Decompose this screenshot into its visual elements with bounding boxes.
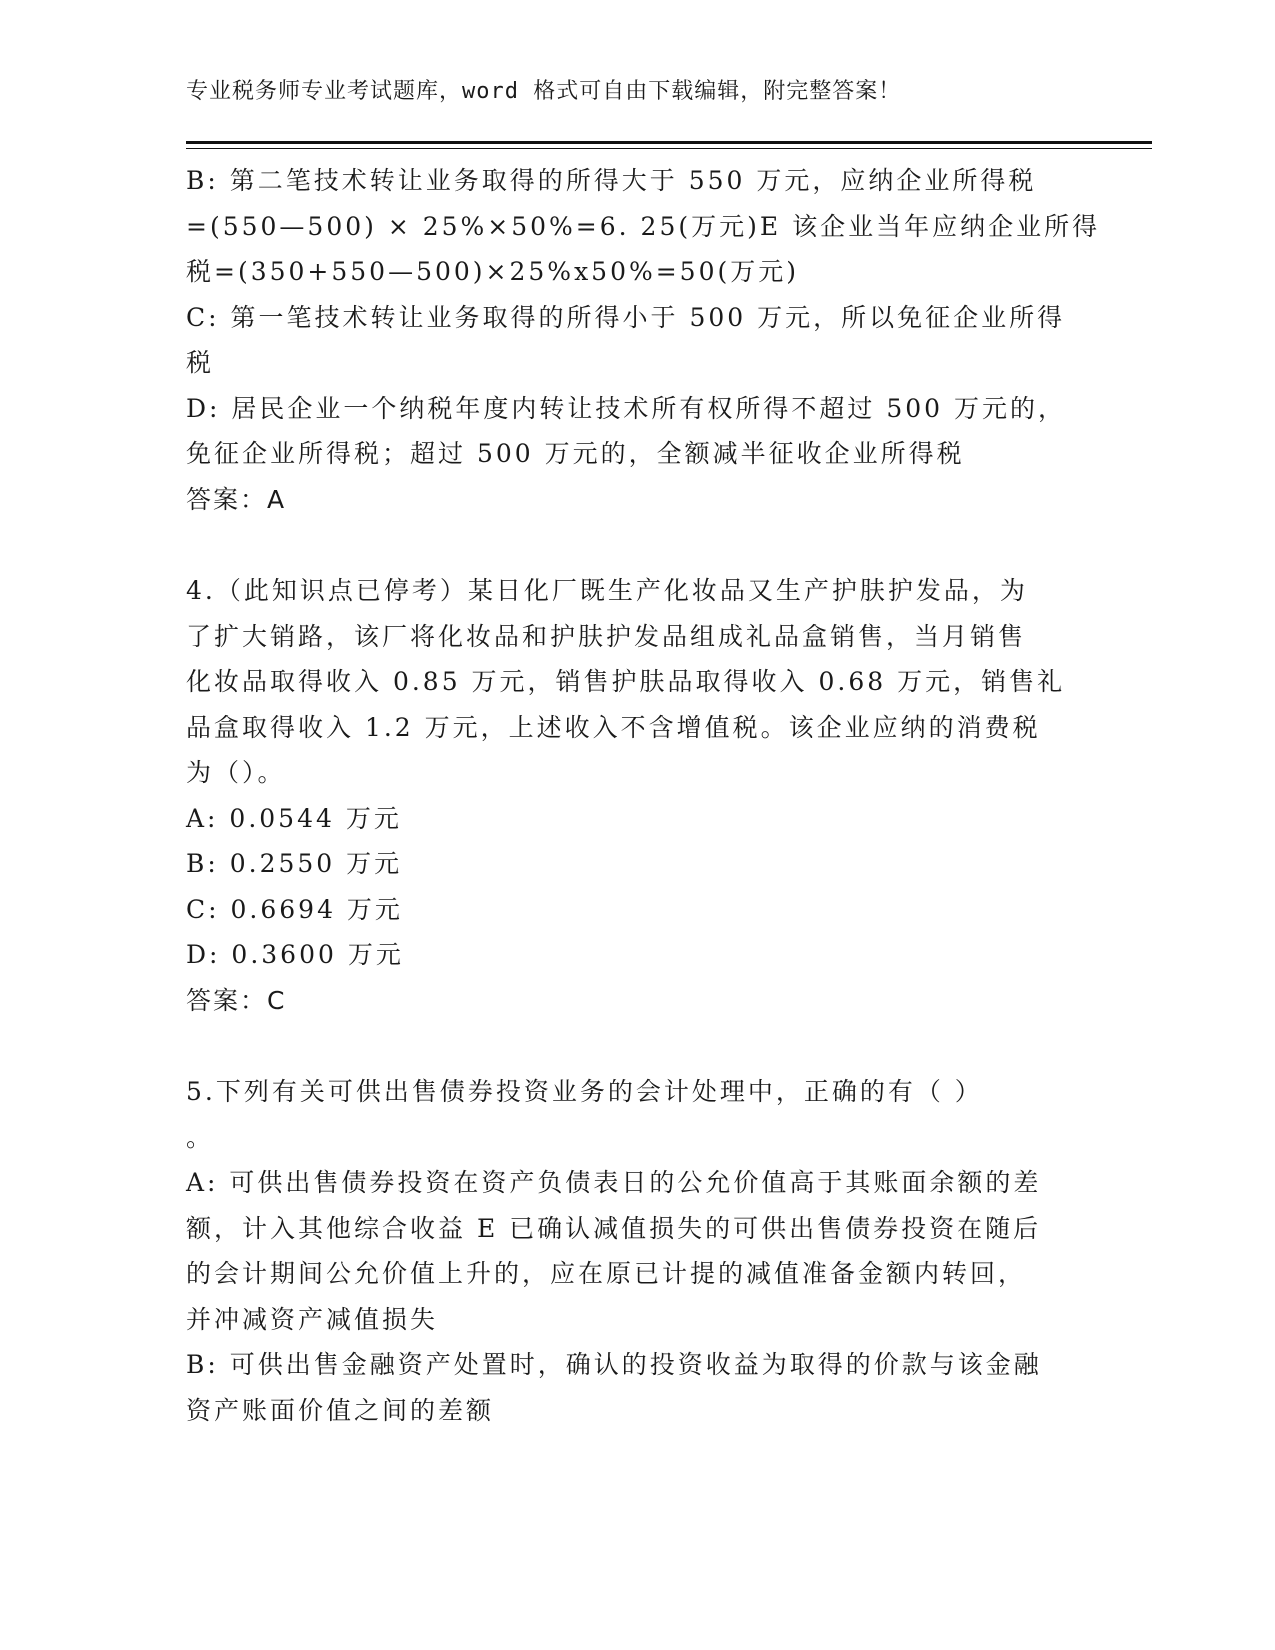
- q4-answer: 答案：C: [186, 985, 287, 1015]
- q3-option-d-line-1: D: 居民企业一个纳税年度内转让技术所有权所得不超过 500 万元的，: [186, 393, 1067, 423]
- q3-option-b-line-2: =(550—500) × 25%×50%=6. 25(万元)E 该企业当年应纳企业所得: [186, 211, 1101, 241]
- q4-option-b: B: 0.2550 万元: [186, 849, 403, 878]
- q3-answer: 答案：A: [186, 484, 287, 514]
- q4-option-a: A: 0.0544 万元: [186, 803, 402, 833]
- q3-option-c-line-2: 税: [186, 348, 215, 377]
- q5-option-a-line: 并冲减资产减值损失: [186, 1304, 439, 1334]
- q5-option-a-line: 的会计期间公允价值上升的，应在原已计提的减值准备金额内转回，: [186, 1259, 1027, 1288]
- q4-stem-line: 了扩大销路，该厂将化妆品和护肤护发品组成礼品盒销售，当月销售: [186, 621, 1027, 651]
- spacer: [186, 1023, 1086, 1069]
- q5-option-b-line: 资产账面价值之间的差额: [186, 1395, 495, 1425]
- q3-option-b-line-1: B: 第二笔技术转让业务取得的所得大于 550 万元，应纳企业所得税: [186, 166, 1037, 195]
- question-4: [186, 568, 1086, 1023]
- q4-option-d: D: 0.3600 万元: [186, 940, 404, 969]
- page-header: 专业税务师专业考试题库，word 格式可自由下载编辑，附完整答案！: [186, 79, 902, 104]
- header-rule-thin: [186, 148, 1152, 149]
- q4-stem-line: 4.（此知识点已停考）某日化厂既生产化妆品又生产护肤护发品，为: [186, 576, 1028, 605]
- q5-stem-line: 5.下列有关可供出售债券投资业务的会计处理中，正确的有（ ）: [186, 1077, 983, 1106]
- q4-stem-line: 为（）。: [186, 758, 286, 787]
- question-5: [186, 1069, 1086, 1433]
- q5-stem-line: 。: [186, 1122, 215, 1152]
- q5-option-a-line: 额，计入其他综合收益 E 已确认减值损失的可供出售债券投资在随后: [186, 1213, 1042, 1243]
- q4-stem-line: 化妆品取得收入 0.85 万元，销售护肤品取得收入 0.68 万元，销售礼: [186, 667, 1066, 696]
- q4-stem-line: 品盒取得收入 1.2 万元，上述收入不含增值税。该企业应纳的消费税: [186, 712, 1041, 742]
- q5-option-a-line: A: 可供出售债券投资在资产负债表日的公允价值高于其账面余额的差: [186, 1168, 1042, 1197]
- q5-option-b-line: B: 可供出售金融资产处置时，确认的投资收益为取得的价款与该金融: [186, 1350, 1042, 1379]
- document-body: [186, 158, 1101, 1433]
- q3-option-d-line-2: 免征企业所得税；超过 500 万元的，全额减半征收企业所得税: [186, 439, 965, 468]
- q3-option-b-line-3: 税=(350+550—500)×25%x50%=50(万元): [186, 257, 799, 286]
- q3-option-c-line-1: C: 第一笔技术转让业务取得的所得小于 500 万元，所以免征企业所得: [186, 302, 1066, 332]
- spacer: [186, 522, 1086, 568]
- header-rule-thick: [186, 141, 1152, 144]
- question-3-tail: [186, 158, 1101, 522]
- q4-option-c: C: 0.6694 万元: [186, 894, 403, 924]
